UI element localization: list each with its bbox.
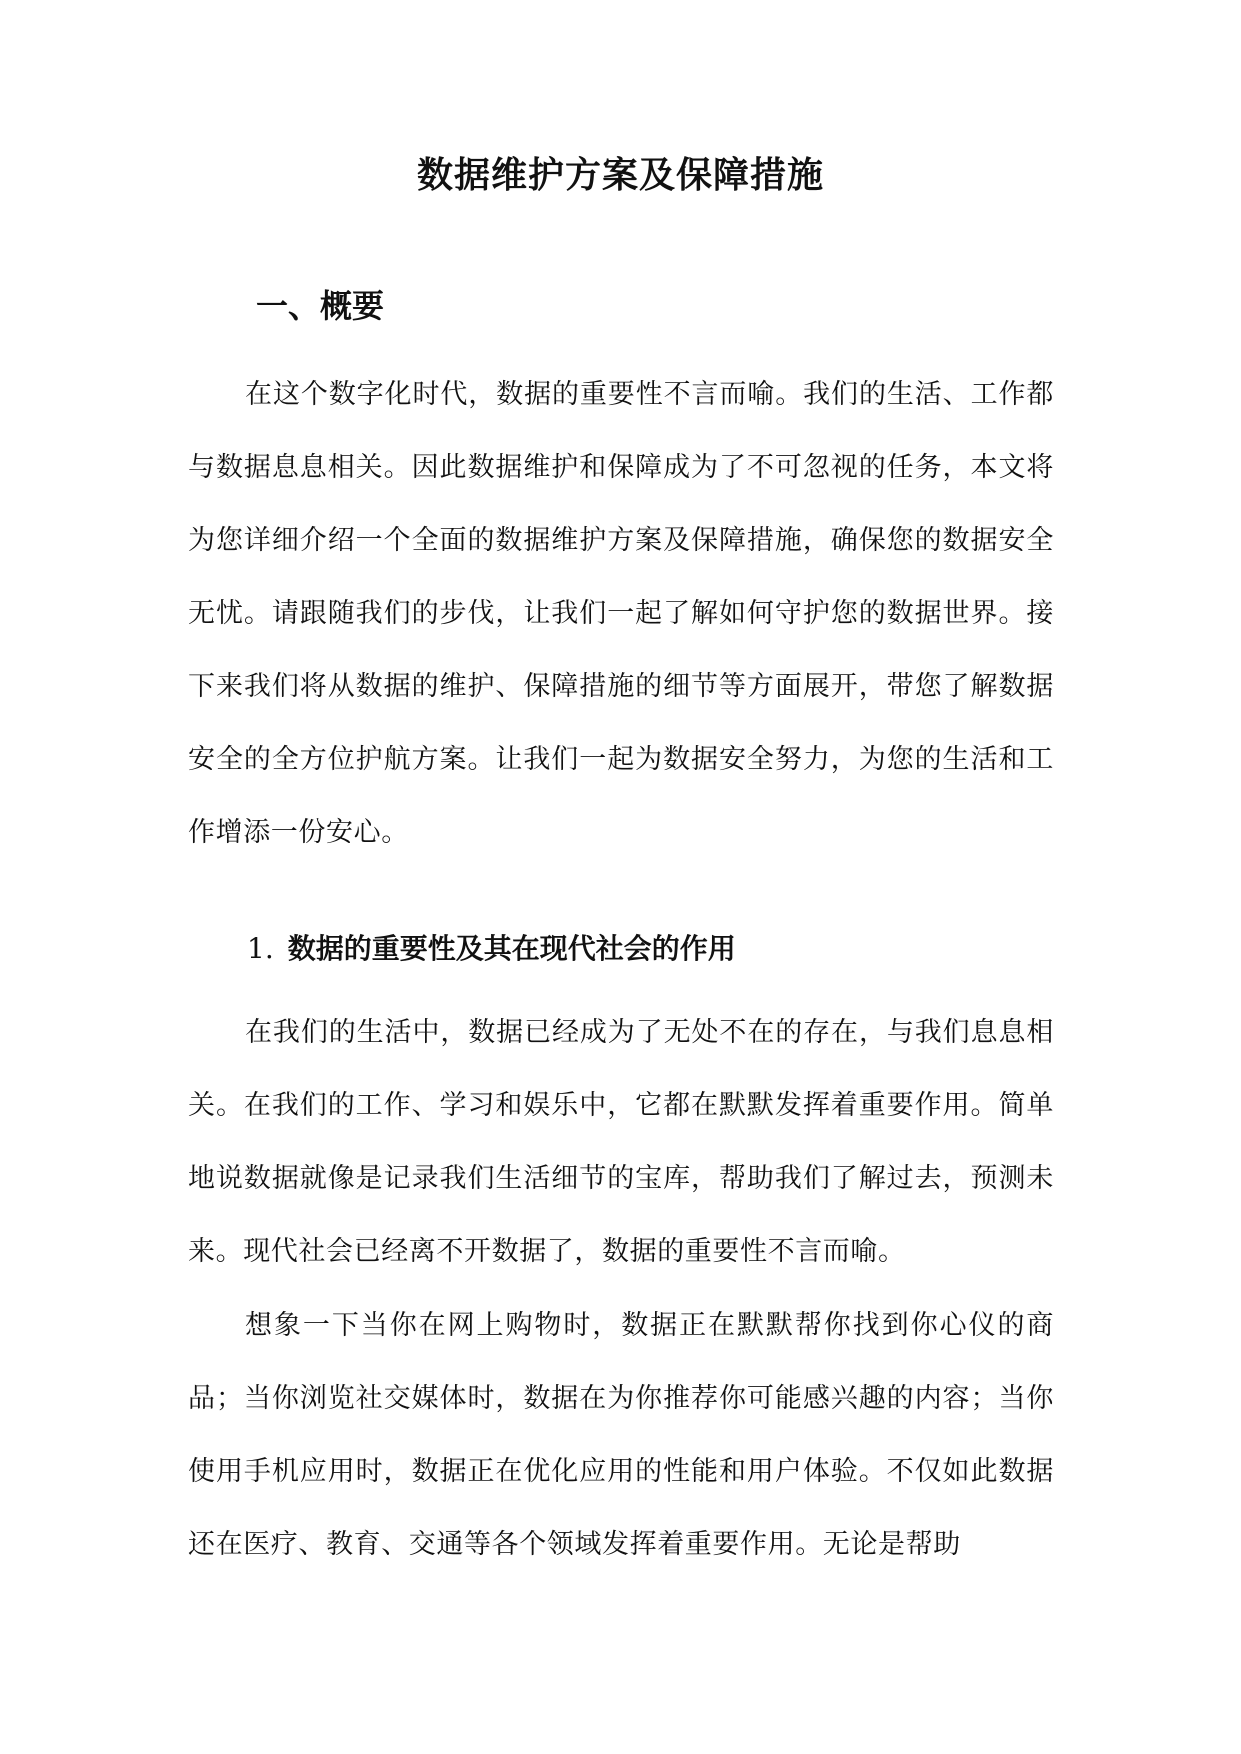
subsection-number: 1.	[247, 932, 274, 965]
overview-paragraph: 在这个数字化时代，数据的重要性不言而喻。我们的生活、工作都与数据息息相关。因此数据维护和保障成为了不可忽视的任务，本文将为您详细介绍一个全面的数据维护方案及保障措施，确保您的数据安全无忧。请跟随我们的步伐，让我们一起了解如何守护您的数据世界。接下来我们将从数据的维护、保障措施的细节等方面展开，带您了解数据安全的全方位护航方案。让我们一起为数据安全努力，为您的生活和工作增添一份安心。	[188, 379, 1054, 848]
body-paragraph: 想象一下当你在网上购物时，数据正在默默帮你找到你心仪的商品；当你浏览社交媒体时，数据在为你推荐你可能感兴趣的内容；当你使用手机应用时，数据正在优化应用的性能和用户体验。不仅如此数据还在医疗、教育、交通等各个领域发挥着重要作用。无论是帮助	[188, 1310, 1054, 1560]
body-paragraph: 在我们的生活中，数据已经成为了无处不在的存在，与我们息息相关。在我们的工作、学习和娱乐中，它都在默默发挥着重要作用。简单地说数据就像是记录我们生活细节的宝库，帮助我们了解过去，预测未来。现代社会已经离不开数据了，数据的重要性不言而喻。	[188, 1017, 1054, 1267]
subsection-heading-data-importance	[247, 928, 736, 970]
subsection-title: 数据的重要性及其在现代社会的作用	[287, 932, 736, 965]
document-title: 数据维护方案及保障措施	[416, 154, 824, 196]
section-heading-overview: 一、概要	[256, 287, 385, 325]
